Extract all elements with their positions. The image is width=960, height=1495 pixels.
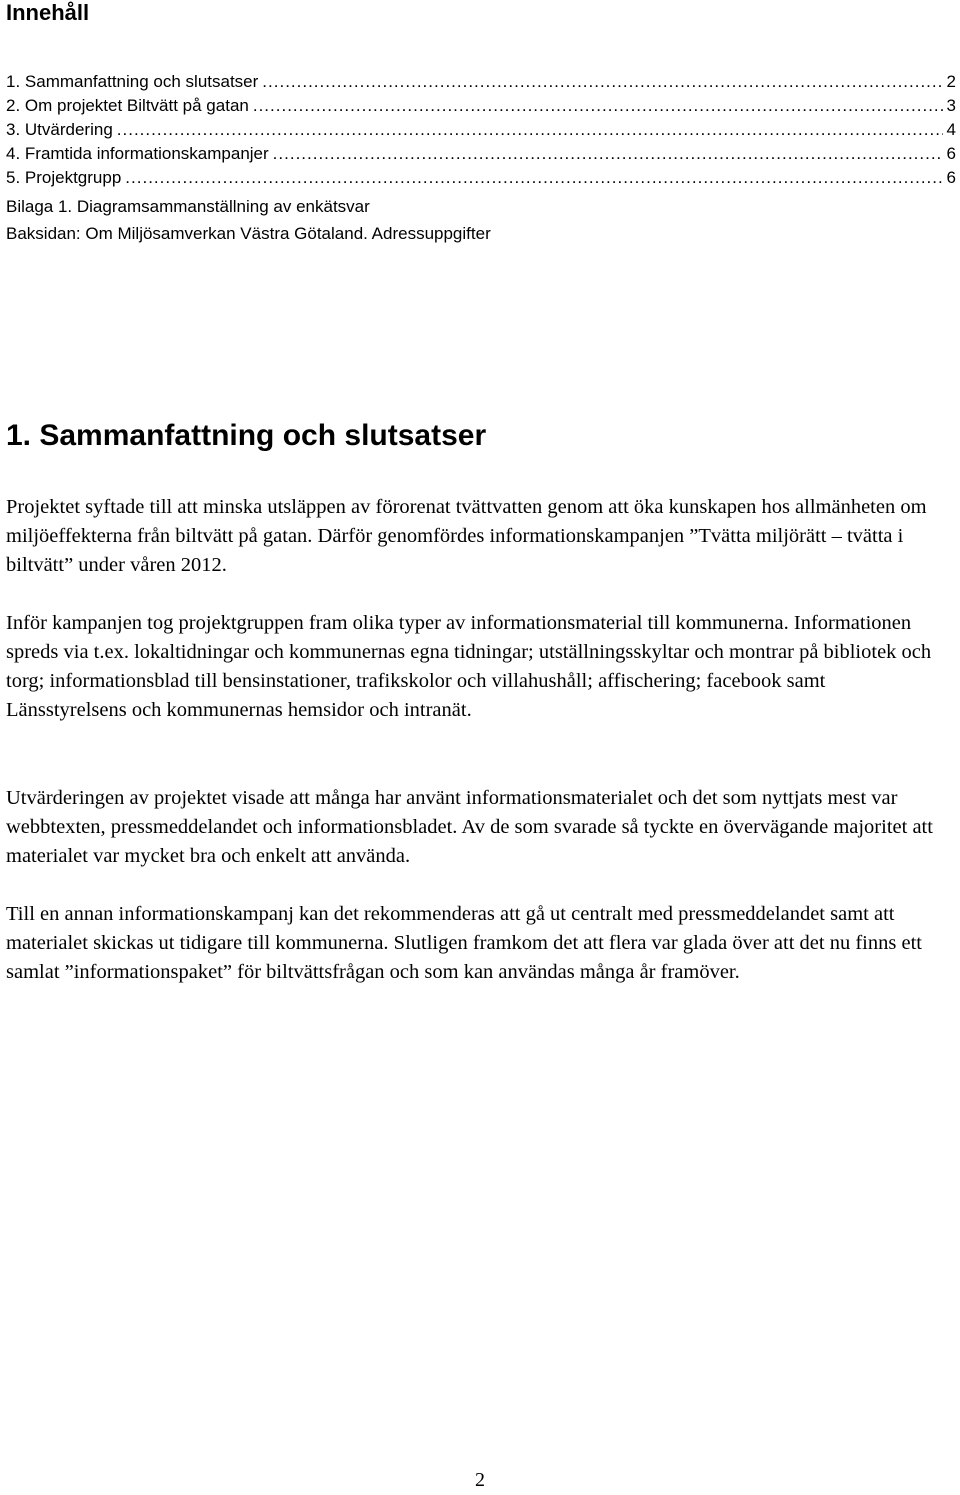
toc-leader-dots — [125, 166, 942, 190]
body-paragraph — [6, 784, 946, 871]
appendix-line: Bilaga 1. Diagramsammanställning av enkätsvar — [6, 197, 370, 216]
toc-entry[interactable] — [6, 70, 956, 94]
toc-leader-dots — [262, 70, 942, 94]
paragraph-text: Utvärderingen av projektet visade att många har använt informationsmaterialet och det som nyttjats mest var webbtexten, pressmeddelandet och informationsbladet. Av de som svarade så tyckte en övervägande majoritet att materialet var mycket bra och enkelt att använda. — [6, 787, 933, 867]
paragraph-text: Projektet syftade till att minska utsläppen av förorenat tvättvatten genom att öka kunskapen hos allmänheten om miljöeffekterna från biltvätt på gatan. Därför genomfördes informationskampanjen ”Tvätta miljörätt – tvätta i biltvätt” under våren 2012. — [6, 496, 927, 576]
toc-entry[interactable] — [6, 118, 956, 142]
toc-leader-dots — [273, 142, 943, 166]
toc-entry[interactable] — [6, 166, 956, 190]
toc-leader-dots — [253, 94, 943, 118]
toc-entry-page: 4 — [946, 120, 956, 139]
toc-entry-label: 5. Projektgrupp — [6, 168, 122, 187]
toc-list — [6, 70, 956, 190]
toc-leader-dots — [117, 118, 943, 142]
body-paragraph — [6, 900, 946, 987]
toc-appendix — [6, 193, 491, 247]
toc-entry-label: 4. Framtida informationskampanjer — [6, 144, 269, 163]
toc-entry-page: 6 — [946, 144, 956, 163]
toc-entry-page: 3 — [946, 96, 956, 115]
toc-entry-label: 2. Om projektet Biltvätt på gatan — [6, 96, 249, 115]
appendix-line: Baksidan: Om Miljösamverkan Västra Götaland. Adressuppgifter — [6, 224, 491, 243]
toc-entry-label: 1. Sammanfattning och slutsatser — [6, 72, 259, 91]
page-number: 2 — [475, 1469, 485, 1491]
toc-entry[interactable] — [6, 94, 956, 118]
body-paragraph — [6, 493, 946, 580]
section-heading: 1. Sammanfattning och slutsatser — [6, 419, 487, 452]
toc-entry-label: 3. Utvärdering — [6, 120, 113, 139]
toc-entry[interactable] — [6, 142, 956, 166]
body-paragraph — [6, 609, 946, 725]
paragraph-text: Till en annan informationskampanj kan det rekommenderas att gå ut centralt med pressmeddelandet samt att materialet skickas ut tidigare till kommunerna. Slutligen framkom det att flera var glada över att det nu finns ett samlat ”informationspaket” för biltvättsfrågan och som kan användas många år framöver. — [6, 903, 922, 983]
toc-entry-page: 2 — [946, 72, 956, 91]
toc-title: Innehåll — [6, 0, 90, 25]
toc-entry-page: 6 — [946, 168, 956, 187]
paragraph-text: Inför kampanjen tog projektgruppen fram olika typer av informationsmaterial till kommunerna. Informationen spreds via t.ex. lokaltidningar och kommunernas egna tidningar; utställningsskyltar och montrar på bibliotek och torg; informationsblad till bensinstationer, trafikskolor och villahushåll; affischering; facebook samt Länsstyrelsens och kommunernas hemsidor och intranät. — [6, 612, 932, 721]
